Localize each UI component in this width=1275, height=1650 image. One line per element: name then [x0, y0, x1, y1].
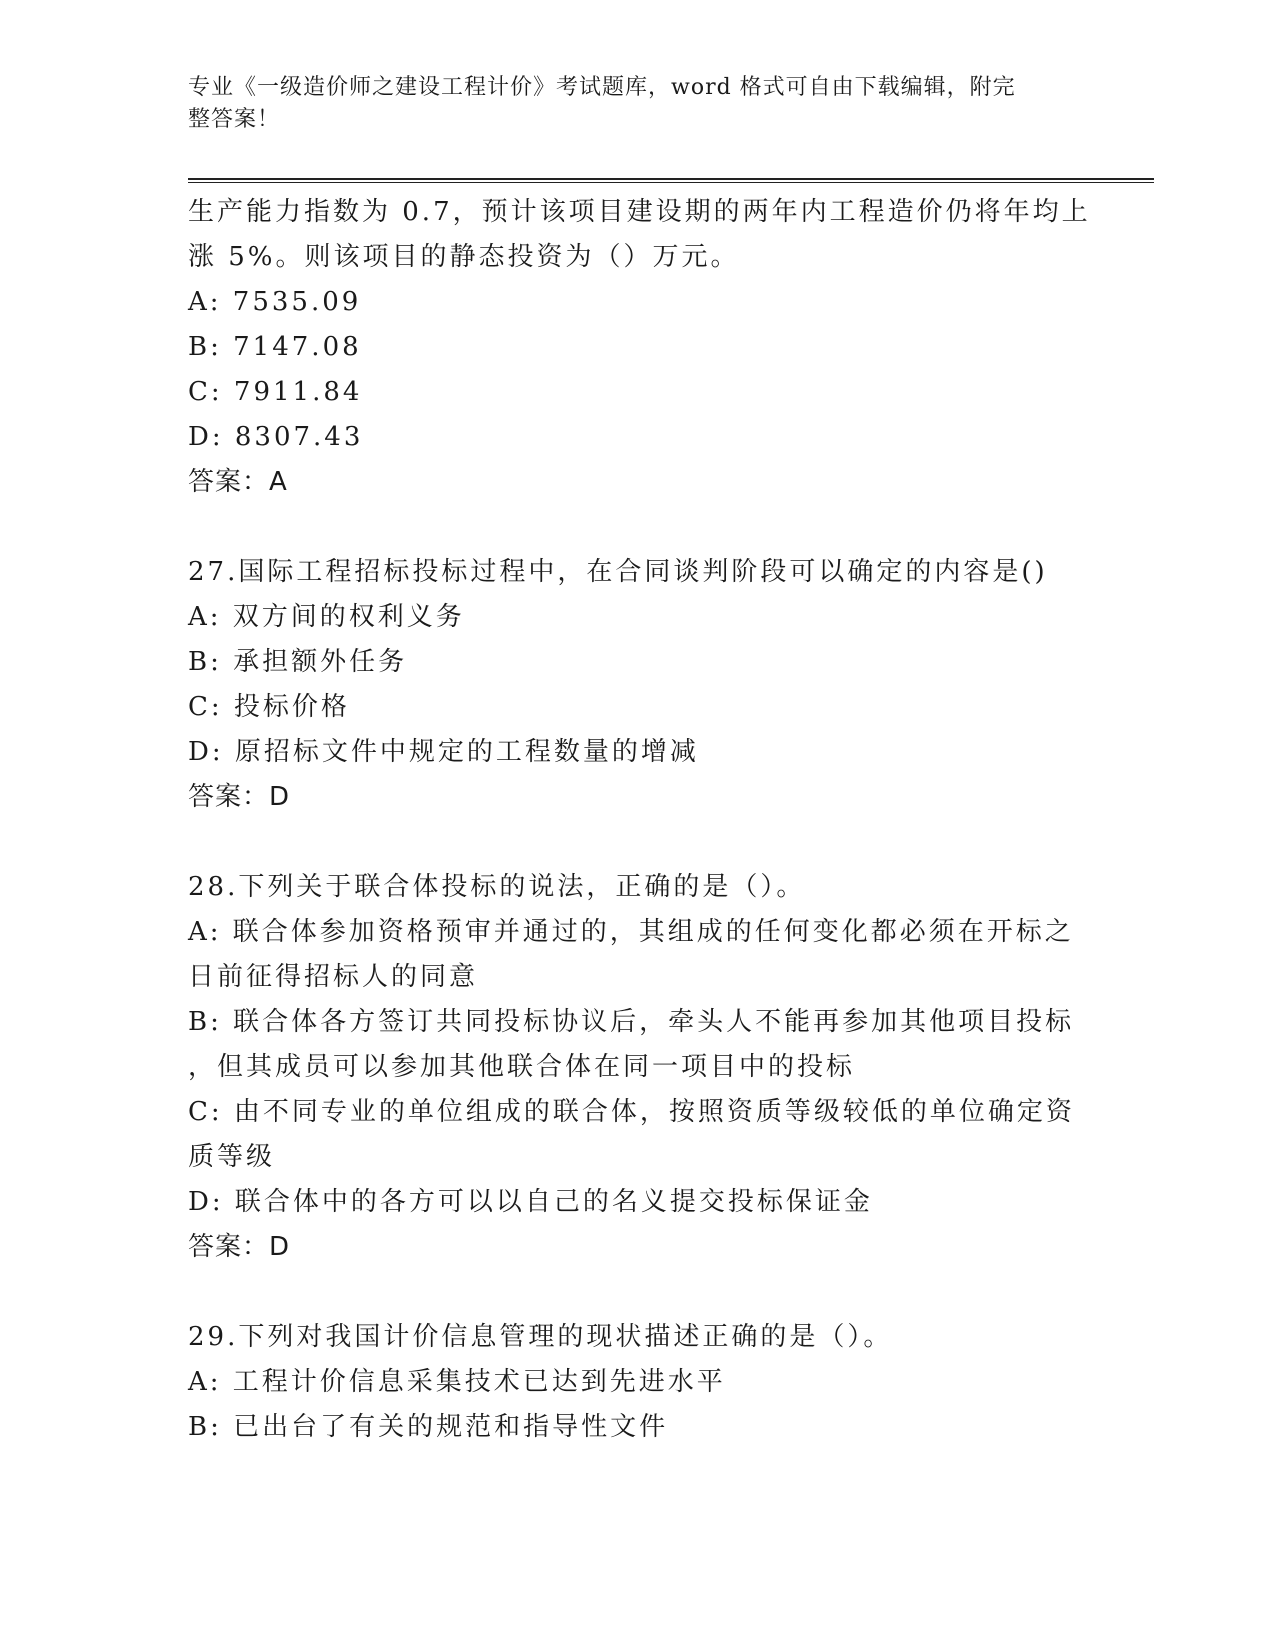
- question-stem-line: 生产能力指数为 0.7，预计该项目建设期的两年内工程造价仍将年均上: [188, 197, 1091, 227]
- question-28: [188, 865, 1088, 1270]
- question-stem: 28.下列关于联合体投标的说法，正确的是（）。: [188, 872, 806, 902]
- header-line-1: 专业《一级造价师之建设工程计价》考试题库，word 格式可自由下载编辑，附完: [188, 75, 1016, 100]
- spacer: [188, 505, 1088, 550]
- option-a-continued: 日前征得招标人的同意: [188, 962, 479, 992]
- header-divider: [188, 178, 1154, 183]
- option-c: C: 7911.84: [188, 377, 363, 407]
- option-a: A: 工程计价信息采集技术已达到先进水平: [188, 1367, 726, 1397]
- option-a: A: 联合体参加资格预审并通过的，其组成的任何变化都必须在开标之: [188, 917, 1074, 947]
- option-b: B: 7147.08: [188, 332, 362, 362]
- question-stem-line: 涨 5%。则该项目的静态投资为（）万元。: [188, 242, 740, 272]
- option-d: D: 原招标文件中规定的工程数量的增减: [188, 737, 699, 767]
- option-a: A: 7535.09: [188, 287, 362, 317]
- answer: 答案：D: [188, 782, 291, 812]
- option-c: C: 投标价格: [188, 692, 350, 722]
- option-b: B: 联合体各方签订共同投标协议后，牵头人不能再参加其他项目投标: [188, 1007, 1075, 1037]
- option-b-continued: ，但其成员可以参加其他联合体在同一项目中的投标: [188, 1052, 856, 1082]
- question-26: [188, 190, 1091, 505]
- option-a: A: 双方间的权利义务: [188, 602, 465, 632]
- option-b: B: 承担额外任务: [188, 647, 408, 677]
- question-27: [188, 550, 1088, 820]
- page-header: [188, 72, 1068, 136]
- option-c-continued: 质等级: [188, 1142, 276, 1172]
- question-stem: 29.下列对我国计价信息管理的现状描述正确的是（）。: [188, 1322, 893, 1352]
- answer: 答案：A: [188, 467, 288, 497]
- answer: 答案：D: [188, 1232, 291, 1262]
- question-content: [188, 190, 1091, 1450]
- question-29: [188, 1315, 1088, 1450]
- option-d: D: 联合体中的各方可以以自己的名义提交投标保证金: [188, 1187, 873, 1217]
- header-line-2: 整答案！: [188, 107, 281, 132]
- question-stem: 27.国际工程招标投标过程中，在合同谈判阶段可以确定的内容是(): [188, 557, 1048, 587]
- option-d: D: 8307.43: [188, 422, 364, 452]
- spacer: [188, 1270, 1088, 1315]
- option-c: C: 由不同专业的单位组成的联合体，按照资质等级较低的单位确定资: [188, 1097, 1075, 1127]
- option-b: B: 已出台了有关的规范和指导性文件: [188, 1412, 669, 1442]
- spacer: [188, 820, 1088, 865]
